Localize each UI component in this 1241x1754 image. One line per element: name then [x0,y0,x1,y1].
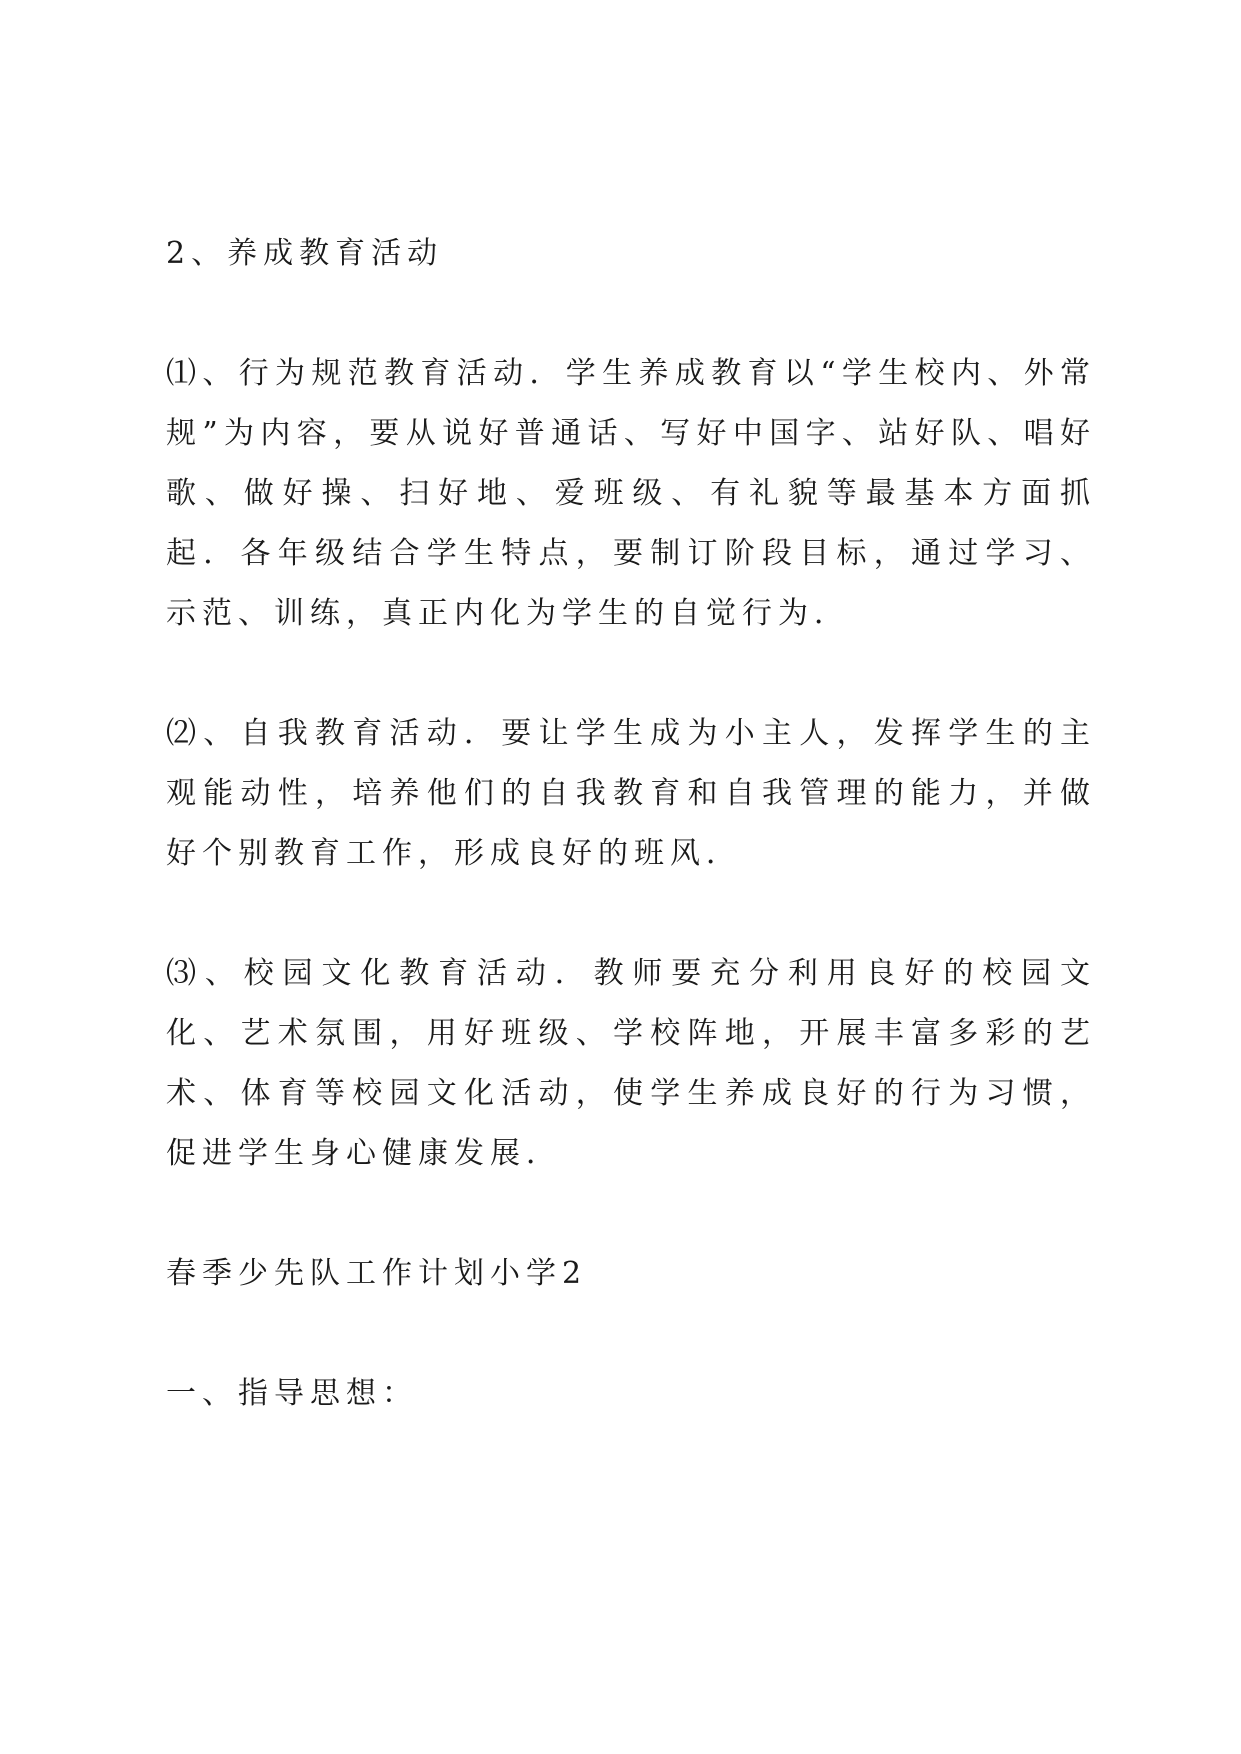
paragraph-campus-culture: ⑶、校园文化教育活动．教师要充分利用良好的校园文化、艺术氛围，用好班级、学校阵地，开展丰富多彩的艺术、体育等校园文化活动，使学生养成良好的行为习惯，促进学生身心健康发展． [166,956,1096,1171]
paragraph-behavior-norms: ⑴、行为规范教育活动．学生养成教育以“学生校内、外常规”为内容，要从说好普通话、写好中国字、站好队、唱好歌、做好操、扫好地、爱班级、有礼貌等最基本方面抓起．各年级结合学生特点，要制订阶段目标，通过学习、示范、训练，真正内化为学生的自觉行为． [166,356,1096,631]
section-heading-guiding-thought: 一、指导思想： [166,1376,418,1411]
section-heading-2: 2、养成教育活动 [166,236,444,271]
paragraph-self-education: ⑵、自我教育活动．要让学生成为小主人，发挥学生的主观能动性，培养他们的自我教育和自我管理的能力，并做好个别教育工作，形成良好的班风． [166,716,1096,871]
document-title-2: 春季少先队工作计划小学2 [166,1256,588,1291]
document-body [166,224,1096,1424]
